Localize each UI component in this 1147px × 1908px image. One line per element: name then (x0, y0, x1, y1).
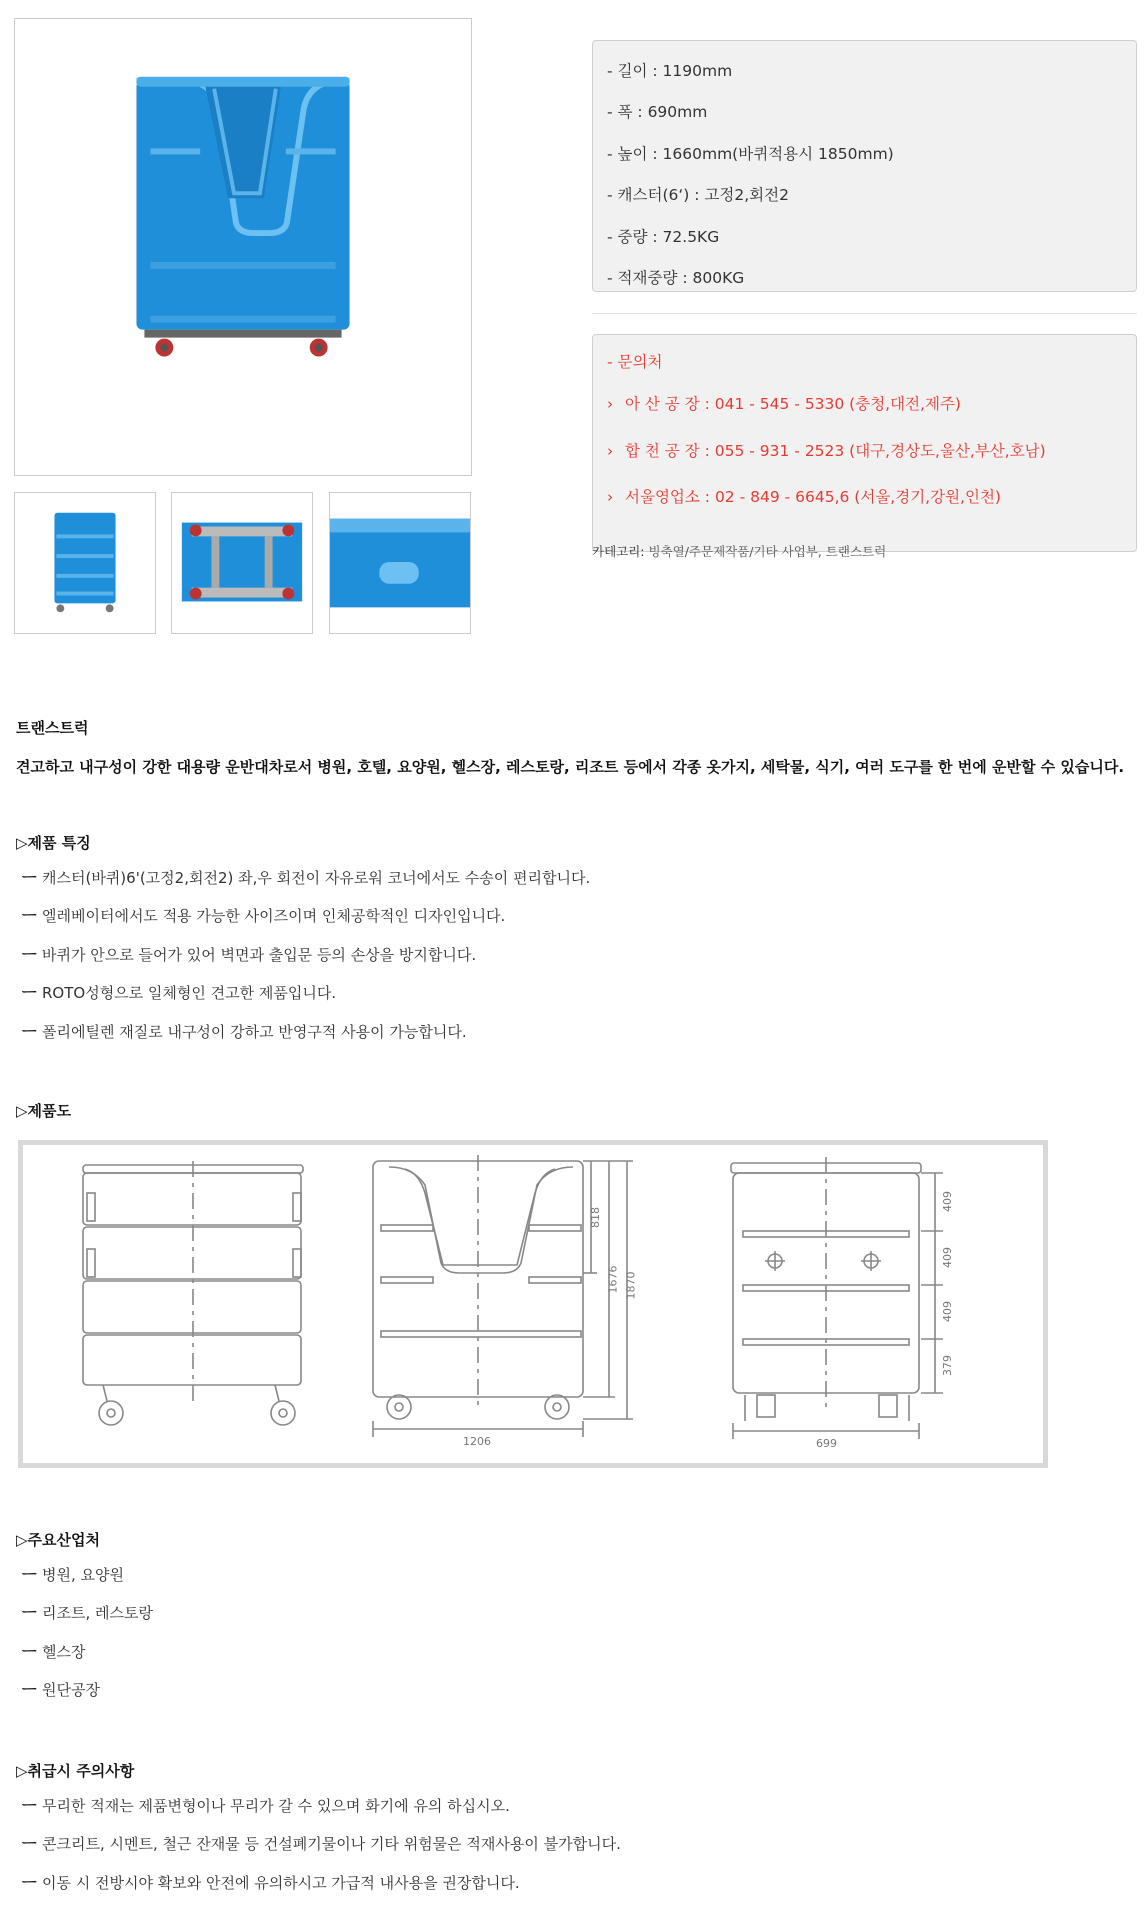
main-product-image[interactable] (14, 18, 472, 476)
product-description (16, 756, 1124, 777)
spec-box (592, 40, 1137, 292)
chevron-right-icon: › (607, 395, 614, 413)
drawing-section (16, 1100, 71, 1121)
industries-section (16, 1529, 153, 1710)
thumbnail-3[interactable] (329, 492, 471, 634)
spec-caster: - 캐스터(6‘) : 고정2,회전2 (607, 186, 789, 205)
contact-seoul-text: 서울영업소 : 02 - 849 - 6645,6 (서울,경기,강원,인천) (625, 488, 1001, 506)
dash-icon: ㅡ (22, 1566, 37, 1584)
spec-weight: - 중량 : 72.5KG (607, 227, 720, 246)
dim-seg3: 409 (941, 1301, 954, 1322)
thumbnail-1[interactable] (14, 492, 156, 634)
industry-item (16, 1633, 153, 1671)
industry-item (16, 1671, 153, 1709)
dash-icon: ㅡ (22, 1835, 37, 1854)
feature-item (16, 1013, 590, 1051)
category-line (592, 542, 886, 560)
industries-title: ▷주요산업처 (16, 1531, 100, 1549)
thumbnail-inside-view (330, 493, 470, 633)
feature-item (16, 936, 590, 974)
caution-item (16, 1825, 621, 1863)
dash-icon: ㅡ (22, 984, 37, 1003)
cautions-section (16, 1760, 621, 1902)
category-link[interactable]: 빙축열/주문제작품/기타 사업부, 트랜스트럭 (644, 544, 887, 559)
dim-seg2: 409 (941, 1247, 954, 1268)
feature-text: 캐스터(바퀴)6'(고정2,회전2) 좌,우 회전이 자유로워 코너에서도 수송이 편리합니다. (42, 869, 591, 887)
caution-text: 콘크리트, 시멘트, 철근 잔재물 등 건설폐기물이나 기타 위험물은 적재사용이 불가합니다. (42, 1835, 621, 1854)
technical-drawing-svg (23, 1145, 1043, 1463)
side-view (83, 1161, 303, 1425)
industry-text: 헬스장 (42, 1642, 86, 1661)
dash-icon: ㅡ (22, 869, 37, 887)
feature-text: 폴리에틸렌 재질로 내구성이 강하고 반영구적 사용이 가능합니다. (42, 1022, 467, 1041)
dash-icon: ㅡ (22, 907, 37, 926)
features-section (16, 832, 590, 1051)
dash-icon: ㅡ (22, 1797, 37, 1815)
caution-item (16, 1864, 621, 1902)
feature-item (16, 859, 590, 897)
product-description-text: 견고하고 내구성이 강한 대용량 운반대차로서 병원, 호텔, 요양원, 헬스장, 레스토랑, 리조트 등에서 각종 옷가지, 세탁물, 식기, 여러 도구를 한 번에 운반할 수 있습니다. (16, 758, 1125, 776)
contact-seoul (607, 474, 1122, 521)
feature-item (16, 974, 590, 1012)
feature-text: 바퀴가 안으로 들어가 있어 벽면과 출입문 등의 손상을 방지합니다. (42, 945, 477, 964)
product-name (16, 717, 88, 738)
dim-depth: 699 (816, 1437, 837, 1450)
dim-width-front: 1206 (463, 1435, 491, 1448)
caution-item (16, 1787, 621, 1825)
feature-text: 엘레베이터에서도 적용 가능한 사이즈이며 인체공학적인 디자인입니다. (42, 907, 506, 926)
dash-icon: ㅡ (22, 1873, 37, 1892)
spec-width: - 폭 : 690mm (607, 103, 708, 122)
cautions-title: ▷취급시 주의사항 (16, 1762, 135, 1780)
drawing-title: ▷제품도 (16, 1102, 72, 1120)
front-view (373, 1155, 633, 1437)
dim-seg1: 409 (941, 1191, 954, 1212)
thumbnail-bottom-view (172, 493, 312, 633)
caution-text: 이동 시 전방시야 확보와 안전에 유의하시고 가급적 내사용을 권장합니다. (42, 1873, 520, 1892)
dash-icon: ㅡ (22, 1642, 37, 1661)
chevron-right-icon: › (607, 488, 614, 506)
category-label: 카테고리: (592, 544, 645, 559)
dim-height-total: 1870 (624, 1271, 638, 1300)
dash-icon: ㅡ (22, 1022, 37, 1041)
industry-item (16, 1594, 153, 1632)
spec-height: - 높이 : 1660mm(바퀴적용시 1850mm) (607, 144, 894, 163)
feature-item (16, 897, 590, 935)
technical-drawing (18, 1140, 1048, 1468)
thumbnail-2[interactable] (171, 492, 313, 634)
rear-view (731, 1157, 943, 1439)
contact-asan-text: 아 산 공 장 : 041 - 545 - 5330 (충청,대전,제주) (625, 395, 961, 413)
dim-height-upper: 818 (589, 1207, 602, 1228)
dash-icon: ㅡ (22, 1681, 37, 1700)
thumbnail-front-view (15, 493, 155, 633)
industry-text: 리조트, 레스토랑 (42, 1604, 153, 1623)
transtruck-cart-image (15, 19, 471, 475)
spec-load-capacity: - 적재중량 : 800KG (607, 268, 745, 287)
dash-icon: ㅡ (22, 1604, 37, 1623)
contact-box (592, 334, 1137, 552)
contact-asan (607, 381, 1122, 428)
divider (592, 313, 1137, 314)
features-title: ▷제품 특징 (16, 834, 91, 852)
caution-text: 무리한 적재는 제품변형이나 무리가 갈 수 있으며 화기에 유의 하십시오. (42, 1797, 510, 1815)
product-name-text: 트랜스트럭 (16, 719, 89, 737)
contact-hapcheon (607, 428, 1122, 475)
feature-text: ROTO성형으로 일체형인 견고한 제품입니다. (42, 984, 337, 1003)
dim-height-body: 1676 (606, 1265, 620, 1294)
chevron-right-icon: › (607, 441, 614, 460)
contact-title: - 문의처 (607, 353, 663, 371)
industry-text: 병원, 요양원 (42, 1566, 124, 1584)
dash-icon: ㅡ (22, 945, 37, 964)
industry-text: 원단공장 (42, 1681, 100, 1700)
dim-seg4: 379 (941, 1355, 954, 1376)
contact-hapcheon-text: 합 천 공 장 : 055 - 931 - 2523 (대구,경상도,울산,부산,호남) (625, 441, 1046, 460)
industry-item (16, 1556, 153, 1594)
spec-length: - 길이 : 1190mm (607, 62, 733, 80)
